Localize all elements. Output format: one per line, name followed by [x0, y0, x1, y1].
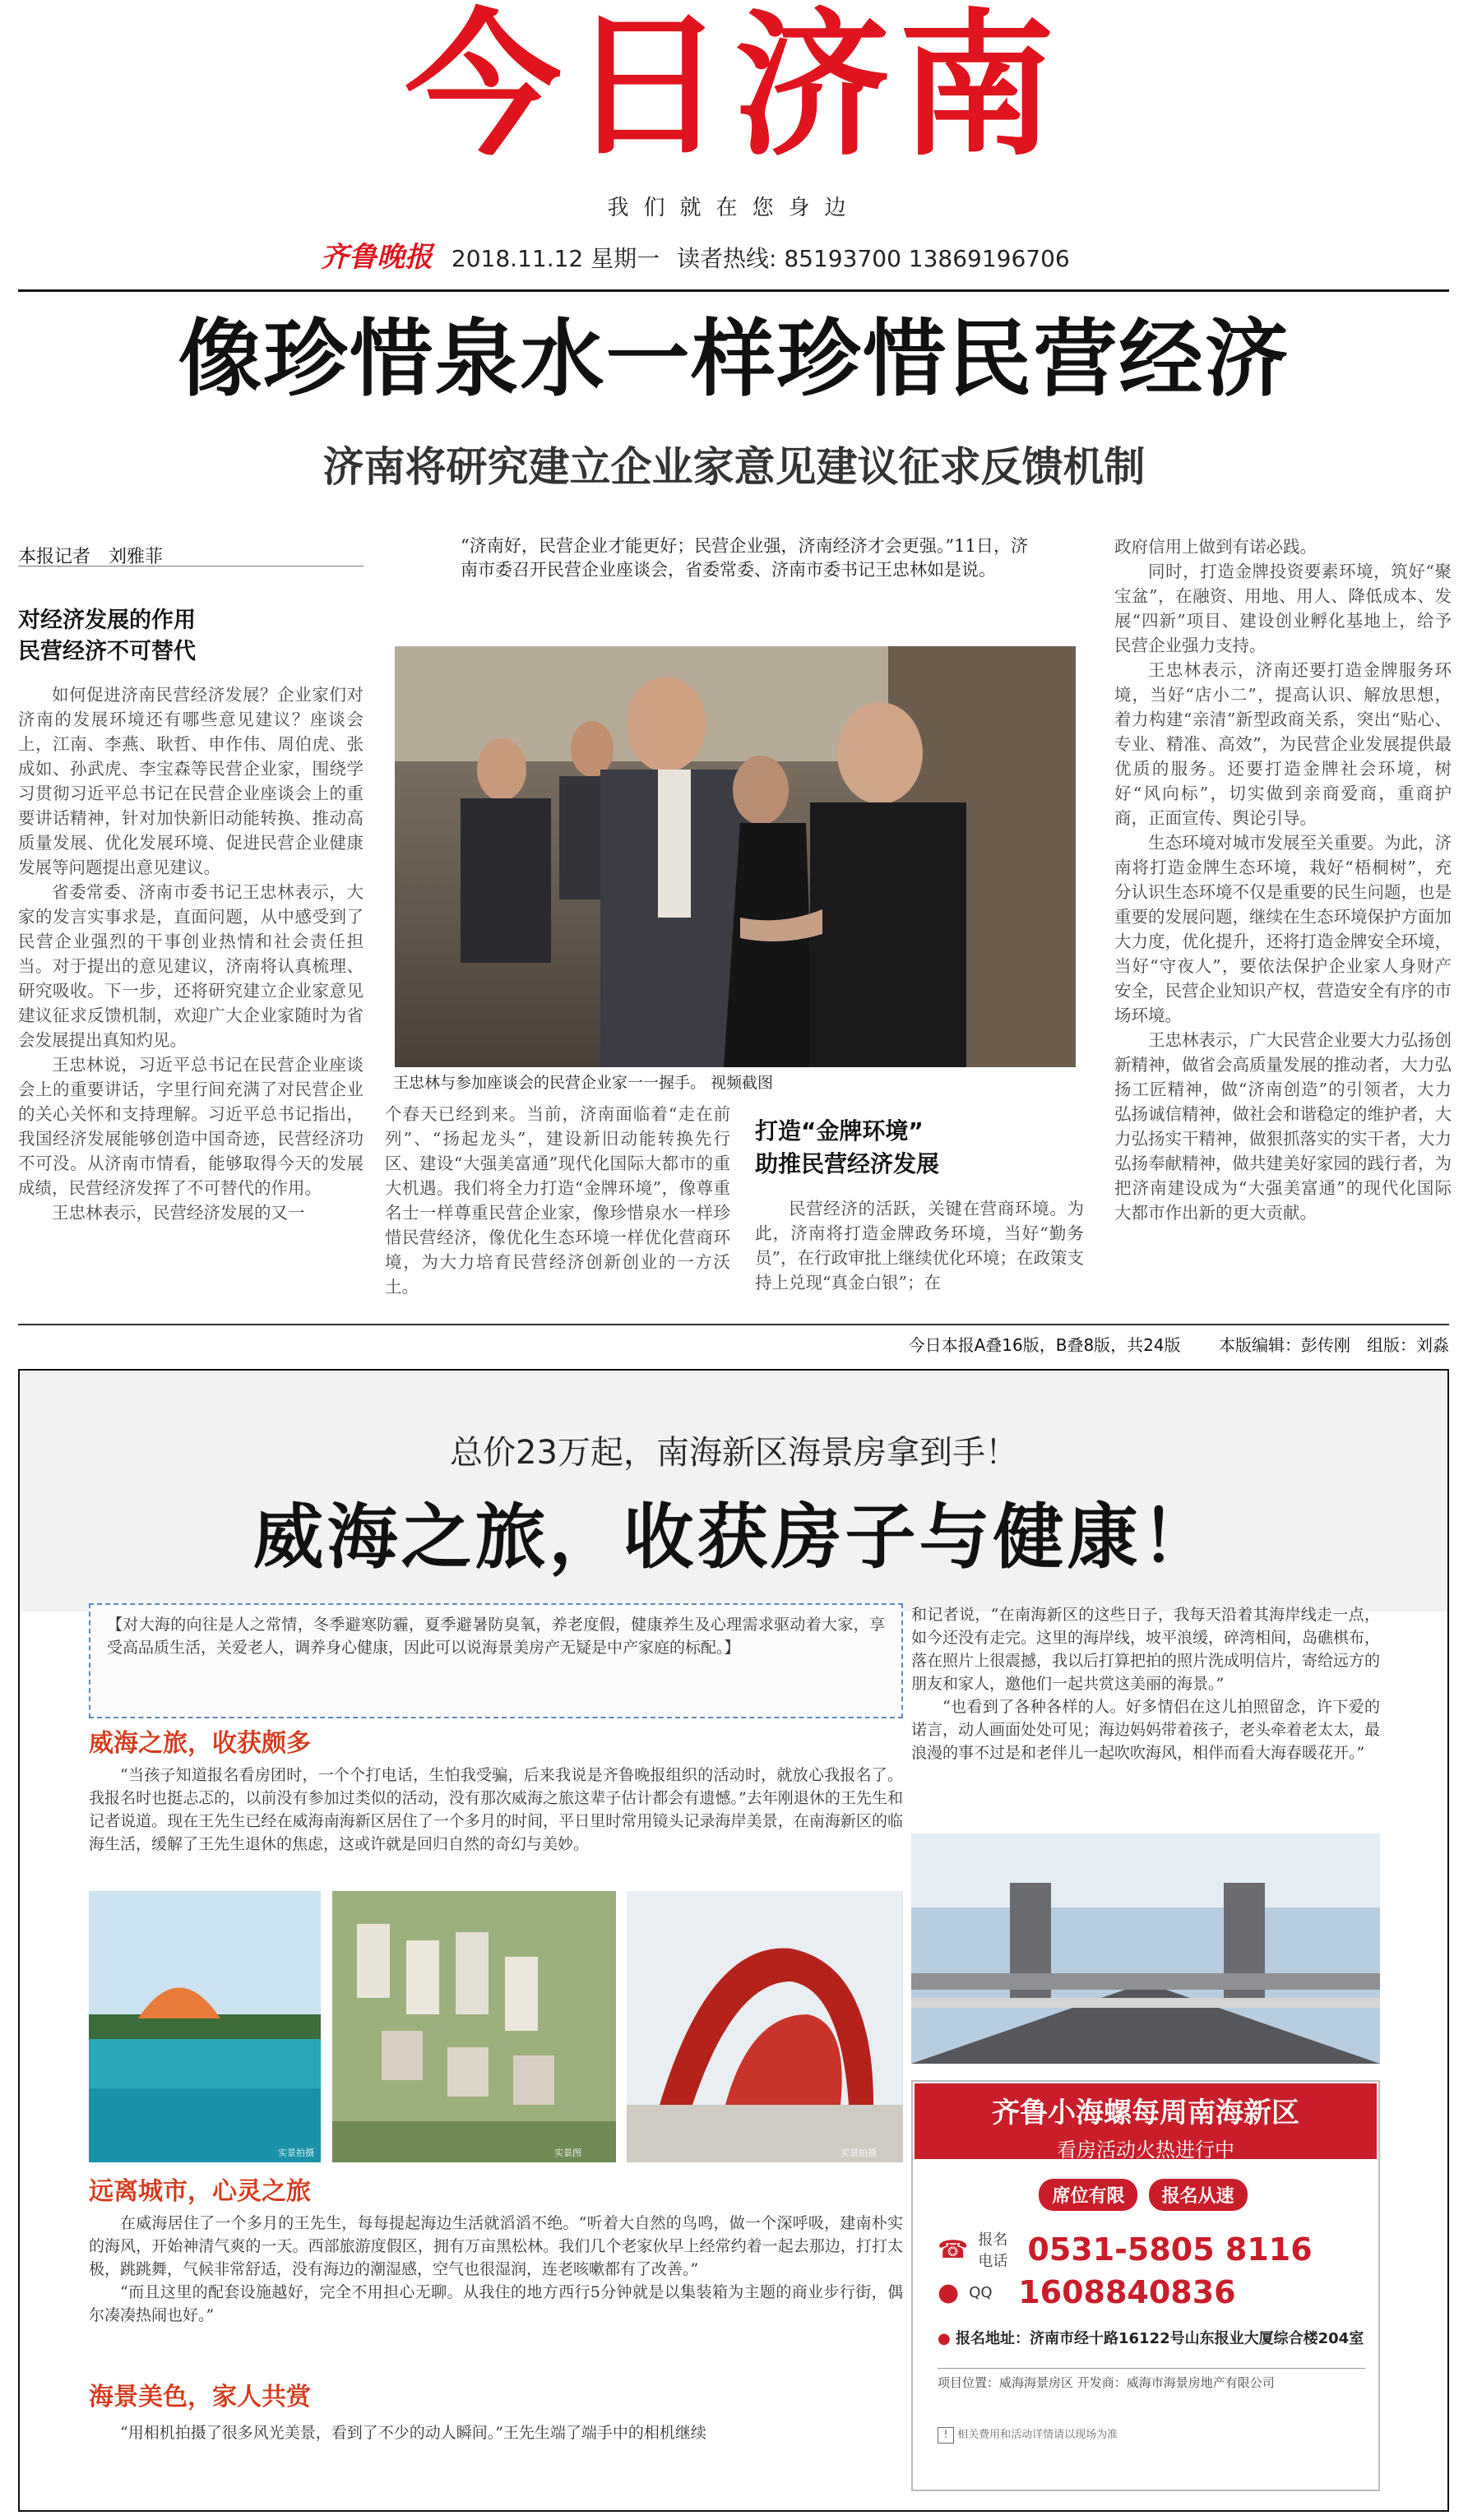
- paragraph: 在威海居住了一个多月的王先生，每每提起海边生活就滔滔不绝。“听着大自然的鸟鸣，做一个深呼吸，建南朴实的海风，开始神清气爽的一天。西部旅游度假区，拥有万亩黑松林。我们几个老家伙早上经常约着一起去那边，打打太极，跳跳舞，气候非常舒适，没有海边的潮湿感，空气也很湿润，连老咳嗽都有了改善。”: [89, 2214, 903, 2278]
- promo-banner: [915, 2083, 1377, 2162]
- sculpture-photo: [627, 1891, 903, 2162]
- residential-aerial-illustration: [332, 1891, 616, 2162]
- section-title-2: 打造“金牌环境” 助推民营经济发展: [755, 1117, 940, 1177]
- paragraph: 民营经济的活跃，关键在营商环境。为此，济南将打造金牌政务环境，当好“勤务员”，在行政审批上继续优化环境；在政策支持上兑现“真金白银”；在: [755, 1199, 1084, 1292]
- dateline: [321, 234, 1225, 275]
- paragraph: 个春天已经到来。当前，济南面临着“走在前列”、“扬起龙头”，建设新旧动能转换先行区、建设“大强美富通”现代化国际大都市的重大机遇。我们将全力打造“金牌环境”，像尊重名士一样尊重民营企业家，像珍惜泉水一样珍惜民营经济，像优化生态环境一样优化营商环境，为大力培育民营经济创新创业的一方沃土。: [385, 1104, 730, 1297]
- badge-limited-seats: 席位有限: [1039, 2179, 1137, 2211]
- paragraph: 王忠林表示，广大民营企业要大力弘扬创新精神，做省会高质量发展的推动者，大力弘扬工匠精神，做“济南创造”的引领者，大力弘扬诚信精神，做社会和谐稳定的维护者，大力弘扬实干精神，做狠抓落实的实干者，大力弘扬奉献精神，做共建美好家园的践行者，为把济南建设成为“大强美富通”的现代化国际大都市作出新的更大贡献。: [1114, 1030, 1452, 1223]
- paragraph: 省委常委、济南市委书记王忠林表示，大家的发言实事求是，直面问题，从中感受到了民营企业强烈的干事创业热情和社会责任担当。对于提出的意见建议，济南将认真梳理、研究吸收。下一步，还将研究建立企业家意见建议征求反馈机制，欢迎广大企业家随时为省会发展提出真知灼见。: [18, 882, 364, 1050]
- masthead-slogan: 我们就在您身边: [607, 196, 861, 220]
- ad-right-column: [911, 1603, 1380, 1764]
- ad-heading-3: 海景美色，家人共赏: [89, 2383, 311, 2411]
- page-count: 今日本报A叠16版，B叠8版，共24版: [908, 1335, 1181, 1355]
- residential-aerial-photo: [332, 1891, 616, 2162]
- article-lead: “济南好，民营企业才能更好；民营企业强，济南经济才会更强。”11日，济南市委召开民营企业座谈会，省委常委、济南市委书记王忠林如是说。: [461, 536, 1028, 580]
- byline: 本报记者 刘雅菲: [18, 547, 164, 567]
- editor-credits: 本版编辑：彭传刚 组版：刘淼: [1219, 1335, 1449, 1355]
- address-text: 报名地址：济南市经十路16122号山东报业大厦综合楼204室: [956, 2330, 1364, 2347]
- paragraph: 王忠林说，习近平总书记在民营企业座谈会上的重要讲话，字里行间充满了对民营企业的关心关怀和支持理解。习近平总书记指出，我国经济发展能够创造中国奇迹，民营经济功不可没。从济南市情看，能够取得今天的发展成绩，民营经济发挥了不可替代的作用。: [18, 1055, 364, 1198]
- paper-logo: 齐鲁晚报: [321, 241, 433, 274]
- sub-headline: 济南将研究建立企业家意见建议征求反馈机制: [322, 443, 1146, 491]
- paragraph: 同时，打造金牌投资要素环境，筑好“聚宝盆”，在融资、用地、用人、降低成本、发展“四新”项目、建设创业孵化基地上，给予民营企业强力支持。: [1114, 562, 1452, 655]
- main-headline: 像珍惜泉水一样珍惜民营经济: [178, 311, 1290, 409]
- page-footer: [18, 1332, 1449, 1356]
- qq-icon: ●: [938, 2277, 960, 2307]
- promo-subtitle: 看房活动火热进行中: [1057, 2139, 1234, 2162]
- ad-paragraph-1: [89, 1764, 903, 1856]
- photo-caption: 王忠林与参加座谈会的民营企业家一一握手。 视频截图: [393, 1074, 774, 1092]
- issue-date: 2018.11.12 星期一: [451, 245, 660, 272]
- footer-divider: [18, 1324, 1449, 1325]
- qq-number: 1608840836: [1018, 2274, 1236, 2310]
- article-column-2: [385, 1102, 730, 1324]
- article-column-4: [1114, 534, 1452, 1324]
- promo-note-text: 相关费用和活动详情请以现场为准: [957, 2429, 1118, 2441]
- paragraph: “用相机拍摄了很多风光美景，看到了不少的动人瞬间。”王先生端了端手中的相机继续: [120, 2424, 706, 2442]
- red-sculpture-illustration: [627, 1891, 903, 2162]
- paragraph: 政府信用上做到有诺必践。: [1114, 537, 1317, 557]
- phone-number: 0531-5805 8116: [1027, 2231, 1313, 2268]
- badge-sign-up-now: 报名从速: [1149, 2179, 1248, 2211]
- reader-hotline: 读者热线: 85193700 13869196706: [677, 245, 1070, 272]
- paragraph: “当孩子知道报名看房团时，一个个打电话，生怕我受骗，后来我说是齐鲁晚报组织的活动时，就放心我报名了。我报名时也挺忐忑的，以前没有参加过类似的活动，没有那次威海之旅这辈子估计都会有遗憾。”去年刚退休的王先生和记者说道。现在王先生已经在威海南海新区居住了一个多月的时间，平日里时常用镜头记录海岸美景，在南海新区的临海生活，缓解了王先生退休的焦虑，这或许就是回归自然的奇幻与美妙。: [89, 1766, 903, 1853]
- section-title-1: 对经济发展的作用 民营经济不可替代: [18, 608, 196, 664]
- promo-note: [938, 2425, 1365, 2444]
- paragraph: 王忠林表示，民营经济发展的又一: [52, 1203, 305, 1223]
- photo-label: 实景拍摄: [278, 2148, 314, 2158]
- handshake-photo: [395, 646, 1076, 1067]
- promo-contact: [938, 2228, 1365, 2310]
- paragraph: 王忠林表示，济南还要打造金牌服务环境，当好“店小二”，提高认识、解放思想，着力构建“亲清”新型政商关系，突出“贴心、专业、精准、高效”，为民营企业发展提供最优质的服务。还要打造金牌社会环境，树好“风向标”，切实做到亲商爱商，重商护商，正面宣传、舆论引导。: [1114, 660, 1452, 828]
- paragraph: “也看到了各种各样的人。好多情侣在这儿拍照留念，许下爱的诺言，动人画面处处可见；海边妈妈带着孩子，老头牵着老太太，最浪漫的事不过是和老伴儿一起吹吹海风，相伴而看大海春暖花开。”: [911, 1698, 1381, 1762]
- project-location: 项目位置：威海海景房区 开发商：威海市海景房地产有限公司: [938, 2368, 1365, 2391]
- ad-title: 威海之旅，收获房子与健康！: [252, 1496, 1216, 1579]
- masthead-title: 今日济南: [405, 0, 1063, 177]
- seaside-resort-illustration: [89, 1891, 321, 2162]
- signup-address: [938, 2327, 1365, 2348]
- phone-label: 报名电话: [978, 2231, 1008, 2270]
- paragraph: 生态环境对城市发展至关重要。为此，济南将打造金牌生态环境，栽好“梧桐树”，充分认识生态环境不仅是重要的民生问题，也是重要的发展问题，继续在生态环境保护方面加大力度，优化提升，还将打造金牌安全环境，当好“守夜人”，要依法保护企业家人身财产安全，民营企业知识产权，营造安全有序的市场环境。: [1114, 833, 1452, 1025]
- article-column-3: [755, 1196, 1084, 1328]
- bridge-photo: [911, 1833, 1380, 2064]
- phone-icon: ☎: [938, 2235, 969, 2264]
- location-pin-icon: ●: [938, 2330, 951, 2347]
- ad-quote: 【对大海的向往是人之常情，冬季避寒防霾，夏季避暑防臭氧，养老度假，健康养生及心理需求驱动着大家，享受高品质生活，关爱老人，调养身心健康，因此可以说海景美房产无疑是中产家庭的标配。】: [107, 1616, 885, 1657]
- seaside-resort-photo: [89, 1891, 321, 2162]
- masthead-divider: [18, 289, 1449, 292]
- photo-label: 实景拍摄: [841, 2148, 877, 2158]
- ad-paragraph-3: [89, 2421, 903, 2444]
- ad-paragraph-2: [89, 2212, 903, 2327]
- ad-heading-1: 威海之旅，收获颇多: [89, 1729, 311, 1758]
- warning-icon: !: [938, 2427, 954, 2444]
- paragraph: 和记者说，“在南海新区的这些日子，我每天沿着其海岸线走一点，如今还没有走完。这里的海岸线，坡平浪缓，碎湾相间，岛礁棋布，落在照片上很震撼，我以后打算把拍的照片洗成明信片，寄给远方的朋友和家人，邀他们一起共赏这美丽的海景。”: [911, 1606, 1381, 1693]
- bridge-illustration: [911, 1833, 1380, 2064]
- ad-quote-box: [89, 1603, 903, 1718]
- paragraph: “而且这里的配套设施越好，完全不用担心无聊。从我住的地方西行5分钟就是以集装箱为主题的商业步行街，偶尔凑凑热闹也好。”: [89, 2283, 903, 2324]
- promo-badges: [979, 2179, 1308, 2211]
- ad-heading-2: 远离城市，心灵之旅: [89, 2177, 311, 2206]
- promo-title: 齐鲁小海螺每周南海新区: [992, 2097, 1299, 2129]
- qq-label: QQ: [969, 2283, 993, 2301]
- paragraph: 如何促进济南民营经济发展？企业家们对济南的发展环境还有哪些意见建议？座谈会上，江南、李燕、耿哲、申作伟、周伯虎、张成如、孙武虎、李宝森等民营企业家，围绕学习贯彻习近平总书记在民营企业座谈会上的重要讲话精神，针对加快新旧动能转换、推动高质量发展、优化发展环境、促进民营企业健康发展等问题提出意见建议。: [18, 685, 364, 877]
- article-column-1: [18, 682, 364, 1324]
- photo-label: 实景图: [554, 2148, 581, 2158]
- handshake-photo-illustration: [395, 646, 1076, 1067]
- ad-subtitle: 总价23万起，南海新区海景房拿到手！: [450, 1434, 1018, 1472]
